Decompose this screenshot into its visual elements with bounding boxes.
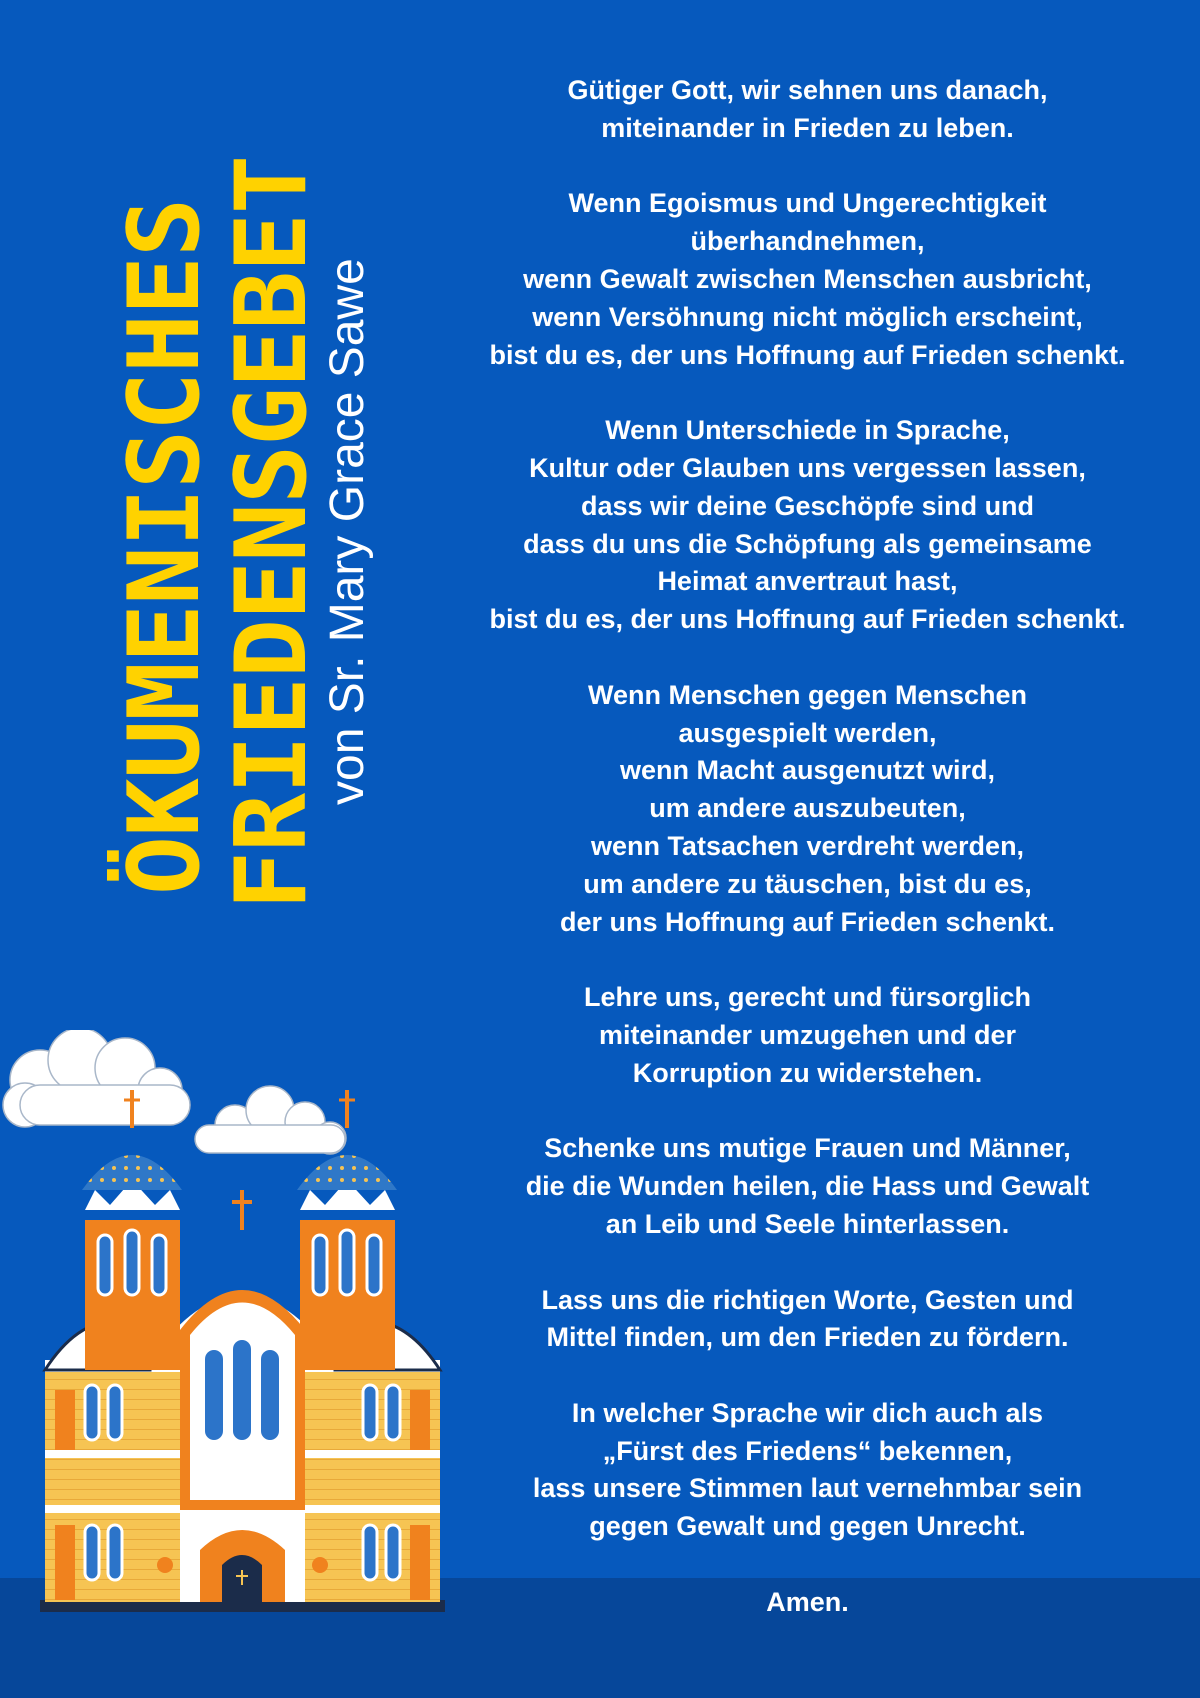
stanza bbox=[455, 1282, 1160, 1358]
prayer-line: Schenke uns mutige Frauen und Männer, bbox=[544, 1133, 1071, 1164]
stanza bbox=[455, 1130, 1160, 1243]
cloud-icon bbox=[195, 1086, 346, 1154]
prayer-line: Amen. bbox=[766, 1586, 849, 1617]
prayer-text bbox=[455, 72, 1160, 1659]
prayer-line: überhandnehmen, bbox=[690, 226, 925, 257]
prayer-line: Korruption zu widerstehen. bbox=[632, 1057, 983, 1088]
prayer-line: wenn Versöhnung nicht möglich erscheint, bbox=[532, 301, 1083, 332]
prayer-line: Wenn Menschen gegen Menschen bbox=[587, 679, 1028, 710]
prayer-line: bist du es, der uns Hoffnung auf Frieden schenkt. bbox=[489, 339, 1126, 370]
prayer-line: Wenn Unterschiede in Sprache, bbox=[605, 415, 1010, 446]
prayer-line: Wenn Egoismus und Ungerechtigkeit bbox=[568, 188, 1047, 219]
prayer-line: bist du es, der uns Hoffnung auf Frieden schenkt. bbox=[489, 604, 1126, 635]
stanza bbox=[455, 72, 1160, 148]
prayer-line: Heimat anvertraut hast, bbox=[657, 566, 958, 597]
prayer-line: um andere zu täuschen, bist du es, bbox=[583, 868, 1032, 899]
prayer-line: „Fürst des Friedens“ bekennen, bbox=[602, 1435, 1013, 1466]
prayer-line: Lass uns die richtigen Worte, Gesten und bbox=[541, 1284, 1074, 1315]
prayer-line: wenn Macht ausgenutzt wird, bbox=[619, 755, 996, 786]
prayer-line: wenn Gewalt zwischen Menschen ausbricht, bbox=[523, 263, 1092, 294]
prayer-line: miteinander umzugehen und der bbox=[598, 1019, 1017, 1050]
stanza bbox=[455, 1584, 1160, 1622]
prayer-line: Gütiger Gott, wir sehnen uns danach, bbox=[567, 75, 1048, 105]
prayer-line: an Leib und Seele hinterlassen. bbox=[605, 1208, 1010, 1239]
prayer-line: Kultur oder Glauben uns vergessen lassen, bbox=[529, 452, 1086, 483]
prayer-line: wenn Tatsachen verdreht werden, bbox=[590, 830, 1025, 861]
stanza bbox=[455, 677, 1160, 942]
author-line: von Sr. Mary Grace Sawe bbox=[321, 258, 374, 805]
title-line-1: ÖKUMENISCHES bbox=[108, 198, 222, 895]
prayer-line: der uns Hoffnung auf Frieden schenkt. bbox=[559, 906, 1056, 937]
prayer-line: gegen Gewalt und gegen Unrecht. bbox=[589, 1511, 1026, 1542]
stanza bbox=[455, 412, 1160, 639]
prayer-line: lass unsere Stimmen laut vernehmbar sein bbox=[532, 1473, 1083, 1504]
prayer-line: In welcher Sprache wir dich auch als bbox=[571, 1397, 1044, 1428]
cathedral-illustration bbox=[0, 1030, 450, 1630]
cloud-icon bbox=[3, 1030, 190, 1127]
prayer-line: miteinander in Frieden zu leben. bbox=[601, 112, 1014, 143]
stanza bbox=[455, 185, 1160, 374]
prayer-line: Lehre uns, gerecht und fürsorglich bbox=[583, 982, 1032, 1013]
prayer-line: um andere auszubeuten, bbox=[649, 793, 966, 824]
prayer-line: die die Wunden heilen, die Hass und Gewalt bbox=[525, 1171, 1090, 1202]
stanza bbox=[455, 979, 1160, 1092]
title-line-2: FRIEDENSGEBET bbox=[215, 155, 329, 910]
title-block bbox=[70, 100, 390, 920]
prayer-line: dass du uns die Schöpfung als gemeinsame bbox=[523, 528, 1092, 559]
prayer-line: dass wir deine Geschöpfe sind und bbox=[580, 490, 1035, 521]
prayer-line: ausgespielt werden, bbox=[678, 717, 937, 748]
prayer-line: Mittel finden, um den Frieden zu fördern. bbox=[546, 1322, 1069, 1353]
stanza bbox=[455, 1395, 1160, 1546]
